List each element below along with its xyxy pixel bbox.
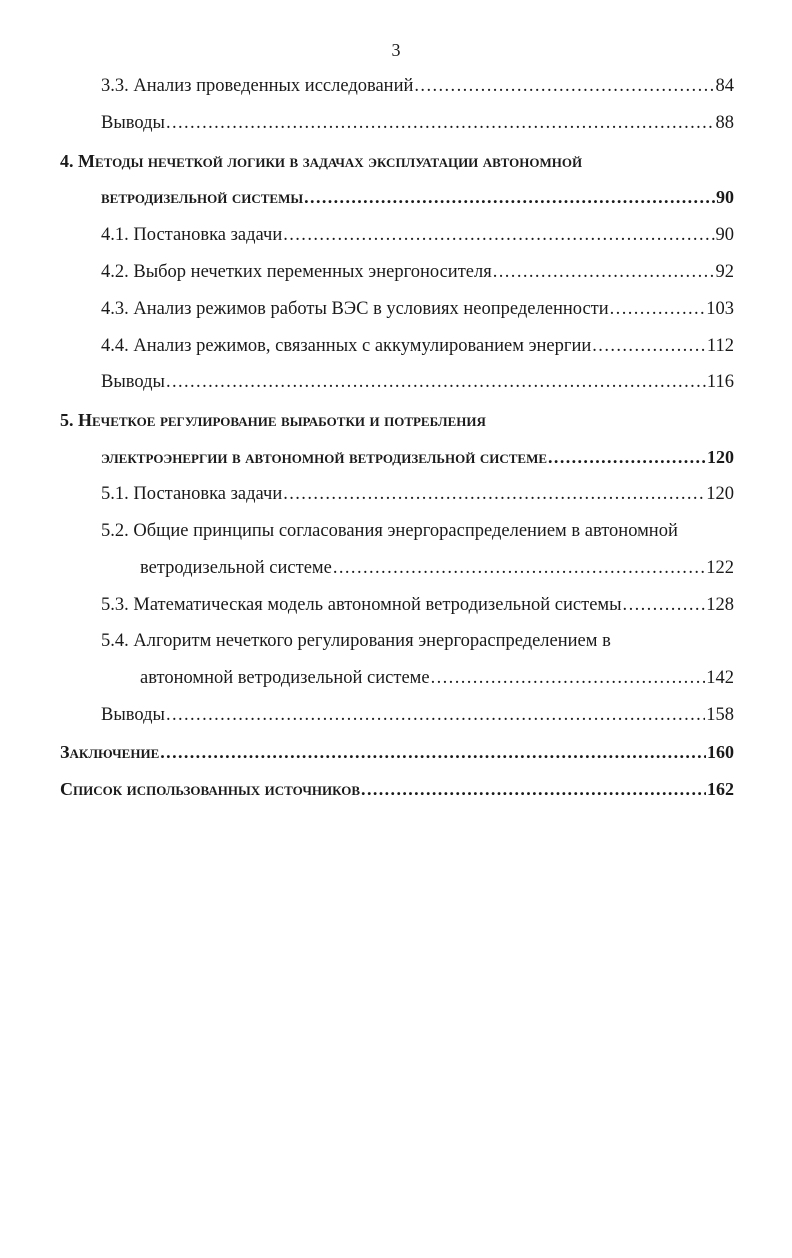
leader-dots [493,258,715,286]
toc-entry-3-3[interactable] [101,72,734,100]
toc-entry-references[interactable] [60,775,734,803]
toc-entry-5-2[interactable] [140,554,734,582]
toc-entry-title: 4.4. Анализ режимов, связанных с аккумулированием энергии [101,336,592,356]
toc-page-number: 162 [707,779,734,799]
toc-entry-ch5-conclusions[interactable] [101,701,734,729]
leader-dots [283,221,714,249]
leader-dots [610,295,706,323]
toc-entry-title: 5.4. Алгоритм нечеткого регулирования энергораспределением в [101,631,611,651]
leader-dots [333,554,705,582]
toc-page-number: 88 [715,113,734,133]
toc-page-number: 112 [706,336,734,356]
toc-entry-5-2-line1[interactable] [101,517,678,545]
toc-page-number: 90 [716,187,734,207]
chapter-title-line2: ветродизельной системы [101,187,304,207]
toc-page-number: 128 [706,595,734,615]
toc-entry-ch4-conclusions[interactable] [101,368,734,396]
toc-entry-title: 5.3. Математическая модель автономной ветродизельной системы [101,595,622,615]
leader-dots [431,664,706,692]
toc-entry-title: 5.1. Постановка задачи [101,484,283,504]
toc-page-number: 90 [715,225,734,245]
leader-dots [548,443,706,471]
toc-page-number: 120 [706,484,734,504]
toc-entry-conclusion[interactable] [60,738,734,766]
page-number: 3 [391,40,401,60]
leader-dots [166,109,715,137]
leader-dots [414,72,714,100]
toc-page-number: 122 [706,558,734,578]
toc-page-number: 142 [706,668,734,688]
toc-entry-5-1[interactable] [101,480,734,508]
toc-entry-title-continued: автономной ветродизельной системе [140,668,430,688]
toc-entry-title: Выводы [101,705,165,725]
toc-entry-5-4-line1[interactable] [101,627,611,655]
toc-entry-ch3-conclusions[interactable] [101,109,734,137]
toc-entry-4-3[interactable] [101,295,734,323]
leader-dots [361,775,706,803]
toc-entry-title: 4.1. Постановка задачи [101,225,283,245]
toc-page-number: 120 [707,447,734,467]
chapter-title-line1: Методы нечеткой логики в задачах эксплуатации автономной [78,151,583,171]
toc-entry-4-4[interactable] [101,332,734,360]
toc-entry-5-4[interactable] [140,664,734,692]
toc-chapter-4-heading[interactable] [60,147,582,175]
toc-entry-title: 4.2. Выбор нечетких переменных энергоносителя [101,262,492,282]
leader-dots [283,480,705,508]
leader-dots [166,368,706,396]
chapter-title-line1: Нечеткое регулирование выработки и потребления [78,410,486,430]
toc-entry-5-3[interactable] [101,591,734,619]
chapter-number: 5. [60,410,74,430]
toc-entry-title: 3.3. Анализ проведенных исследований [101,76,414,96]
toc-page-number: 84 [715,76,734,96]
leader-dots [592,332,706,360]
toc-entry-4-1[interactable] [101,221,734,249]
toc-entry-title: Выводы [101,113,165,133]
leader-dots [304,183,715,211]
leader-dots [623,591,706,619]
toc-page-number: 158 [706,705,734,725]
toc-entry-title: Выводы [101,372,165,392]
toc-page-number: 116 [706,372,734,392]
toc-entry-title: 5.2. Общие принципы согласования энергораспределением в автономной [101,521,678,541]
toc-chapter-5[interactable] [101,443,734,471]
leader-dots [166,701,705,729]
toc-page-number: 92 [715,262,734,282]
toc-chapter-5-heading[interactable] [60,406,486,434]
chapter-number: 4. [60,151,74,171]
toc-entry-title: 4.3. Анализ режимов работы ВЭС в условиях неопределенности [101,299,609,319]
leader-dots [160,738,706,766]
toc-entry-4-2[interactable] [101,258,734,286]
chapter-title-line2: электроэнергии в автономной ветродизельной системе [101,447,548,467]
toc-entry-title-continued: ветродизельной системе [140,558,332,578]
toc-page-number: 160 [707,742,734,762]
toc-entry-title: Заключение [60,742,160,762]
toc-chapter-4[interactable] [101,183,734,211]
toc-entry-title: Список использованных источников [60,779,361,799]
toc-page-number: 103 [706,299,734,319]
